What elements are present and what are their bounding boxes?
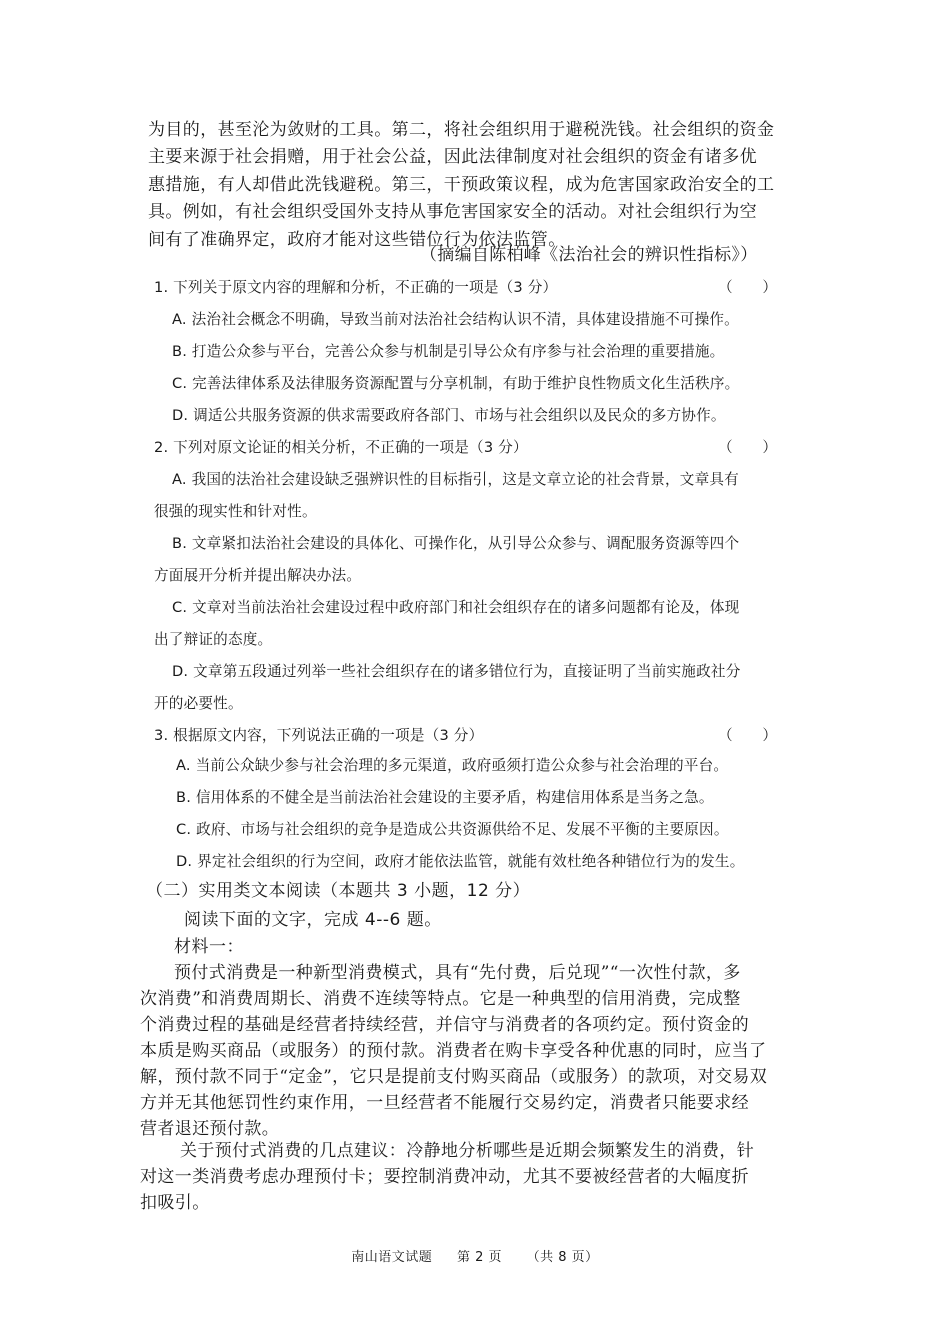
material-line: 关于预付式消费的几点建议：冷静地分析哪些是近期会频繁发生的消费，针 [180, 1141, 755, 1161]
material-1-paragraph-2 [140, 1138, 820, 1216]
passage-continuation [148, 117, 818, 254]
section-instruction: 阅读下面的文字，完成 4--6 题。 [184, 910, 442, 930]
material-line: 次消费”和消费周期长、消费不连续等特点。它是一种典型的信用消费，完成整 [140, 989, 741, 1009]
material-line: 个消费过程的基础是经营者持续经营，并信守与消费者的各项约定。预付资金的 [140, 1015, 749, 1035]
question-stem: 3. 根据原文内容，下列说法正确的一项是（3 分） [154, 727, 484, 744]
option-b: B. 信用体系的不健全是当前法治社会建设的主要矛盾，构建信用体系是当务之急。 [176, 789, 714, 806]
passage-line: 主要来源于社会捐赠，用于社会公益，因此法律制度对社会组织的资金有诸多优 [148, 147, 757, 168]
material-1-paragraph-1 [140, 960, 820, 1142]
option-d: D. 界定社会组织的行为空间，政府才能依法监管，就能有效杜绝各种错位行为的发生。 [176, 853, 745, 870]
option-b: B. 打造公众参与平台，完善公众参与机制是引导公众有序参与社会治理的重要措施。 [172, 343, 725, 360]
page-number: 第 2 页 [456, 1250, 502, 1265]
question-stem: 2. 下列对原文论证的相关分析，不正确的一项是（3 分） [154, 439, 528, 456]
option-d: D. 调适公共服务资源的供求需要政府各部门、市场与社会组织以及民众的多方协作。 [172, 407, 726, 424]
option-d: D. 文章第五段通过列举一些社会组织存在的诸多错位行为，直接证明了当前实施政社分 [172, 663, 741, 680]
source-citation: （摘编自陈柏峰《法治社会的辨识性指标》） [420, 245, 758, 265]
material-line: 对这一类消费考虑办理预付卡；要控制消费冲动，尤其不要被经营者的大幅度折 [140, 1167, 749, 1187]
option-c: C. 完善法律体系及法律服务资源配置与分享机制，有助于维护良性物质文化生活秩序。 [172, 375, 740, 392]
option-c: C. 政府、市场与社会组织的竞争是造成公共资源供给不足、发展不平衡的主要原因。 [176, 821, 729, 838]
passage-line: 具。例如，有社会组织受国外支持从事危害国家安全的活动。对社会组织行为空 [148, 202, 757, 223]
passage-line: 为目的，甚至沦为敛财的工具。第二，将社会组织用于避税洗钱。社会组织的资金 [148, 120, 775, 140]
material-label: 材料一： [174, 937, 244, 957]
option-a-cont: 很强的现实性和针对性。 [154, 503, 317, 520]
material-line: 扣吸引。 [140, 1193, 210, 1213]
material-line: 预付式消费是一种新型消费模式，具有“先付费，后兑现”“一次性付款，多 [174, 963, 741, 983]
page-footer [0, 1246, 950, 1265]
option-b: B. 文章紧扣法治社会建设的具体化、可操作化，从引导公众参与、调配服务资源等四个 [172, 535, 740, 552]
answer-blank: （ ） [718, 727, 778, 744]
material-line: 方并无其他惩罚性约束作用，一旦经营者不能履行交易约定，消费者只能要求经 [140, 1093, 749, 1113]
material-line: 解，预付款不同于“定金”，它只是提前支付购买商品（或服务）的款项，对交易双 [140, 1067, 768, 1087]
passage-line: 惠措施，有人却借此洗钱避税。第三，干预政策议程，成为危害国家政治安全的工 [148, 174, 775, 195]
question-stem: 1. 下列关于原文内容的理解和分析，不正确的一项是（3 分） [154, 279, 558, 296]
option-b-cont: 方面展开分析并提出解决办法。 [154, 567, 362, 584]
option-a: A. 法治社会概念不明确，导致当前对法治社会结构认识不清，具体建设措施不可操作。 [172, 311, 739, 328]
exam-name: 南山语文试题 [351, 1250, 433, 1265]
option-d-cont: 开的必要性。 [154, 695, 243, 712]
material-line: 营者退还预付款。 [140, 1119, 280, 1139]
section-heading: （二）实用类文本阅读（本题共 3 小题，12 分） [146, 881, 531, 901]
option-c: C. 文章对当前法治社会建设过程中政府部门和社会组织存在的诸多问题都有论及，体现 [172, 599, 740, 616]
answer-blank: （ ） [718, 439, 778, 456]
total-pages: （共 8 页） [526, 1250, 599, 1265]
option-a: A. 我国的法治社会建设缺乏强辨识性的目标指引，这是文章立论的社会背景，文章具有 [172, 471, 739, 488]
option-a: A. 当前公众缺少参与社会治理的多元渠道，政府亟须打造公众参与社会治理的平台。 [176, 757, 729, 774]
passage-line: 间有了准确界定，政府才能对这些错位行为依法监管。 [148, 229, 566, 250]
material-line: 本质是购买商品（或服务）的预付款。消费者在购卡享受各种优惠的同时，应当了 [140, 1041, 767, 1061]
option-c-cont: 出了辩证的态度。 [154, 631, 273, 648]
answer-blank: （ ） [718, 279, 778, 296]
